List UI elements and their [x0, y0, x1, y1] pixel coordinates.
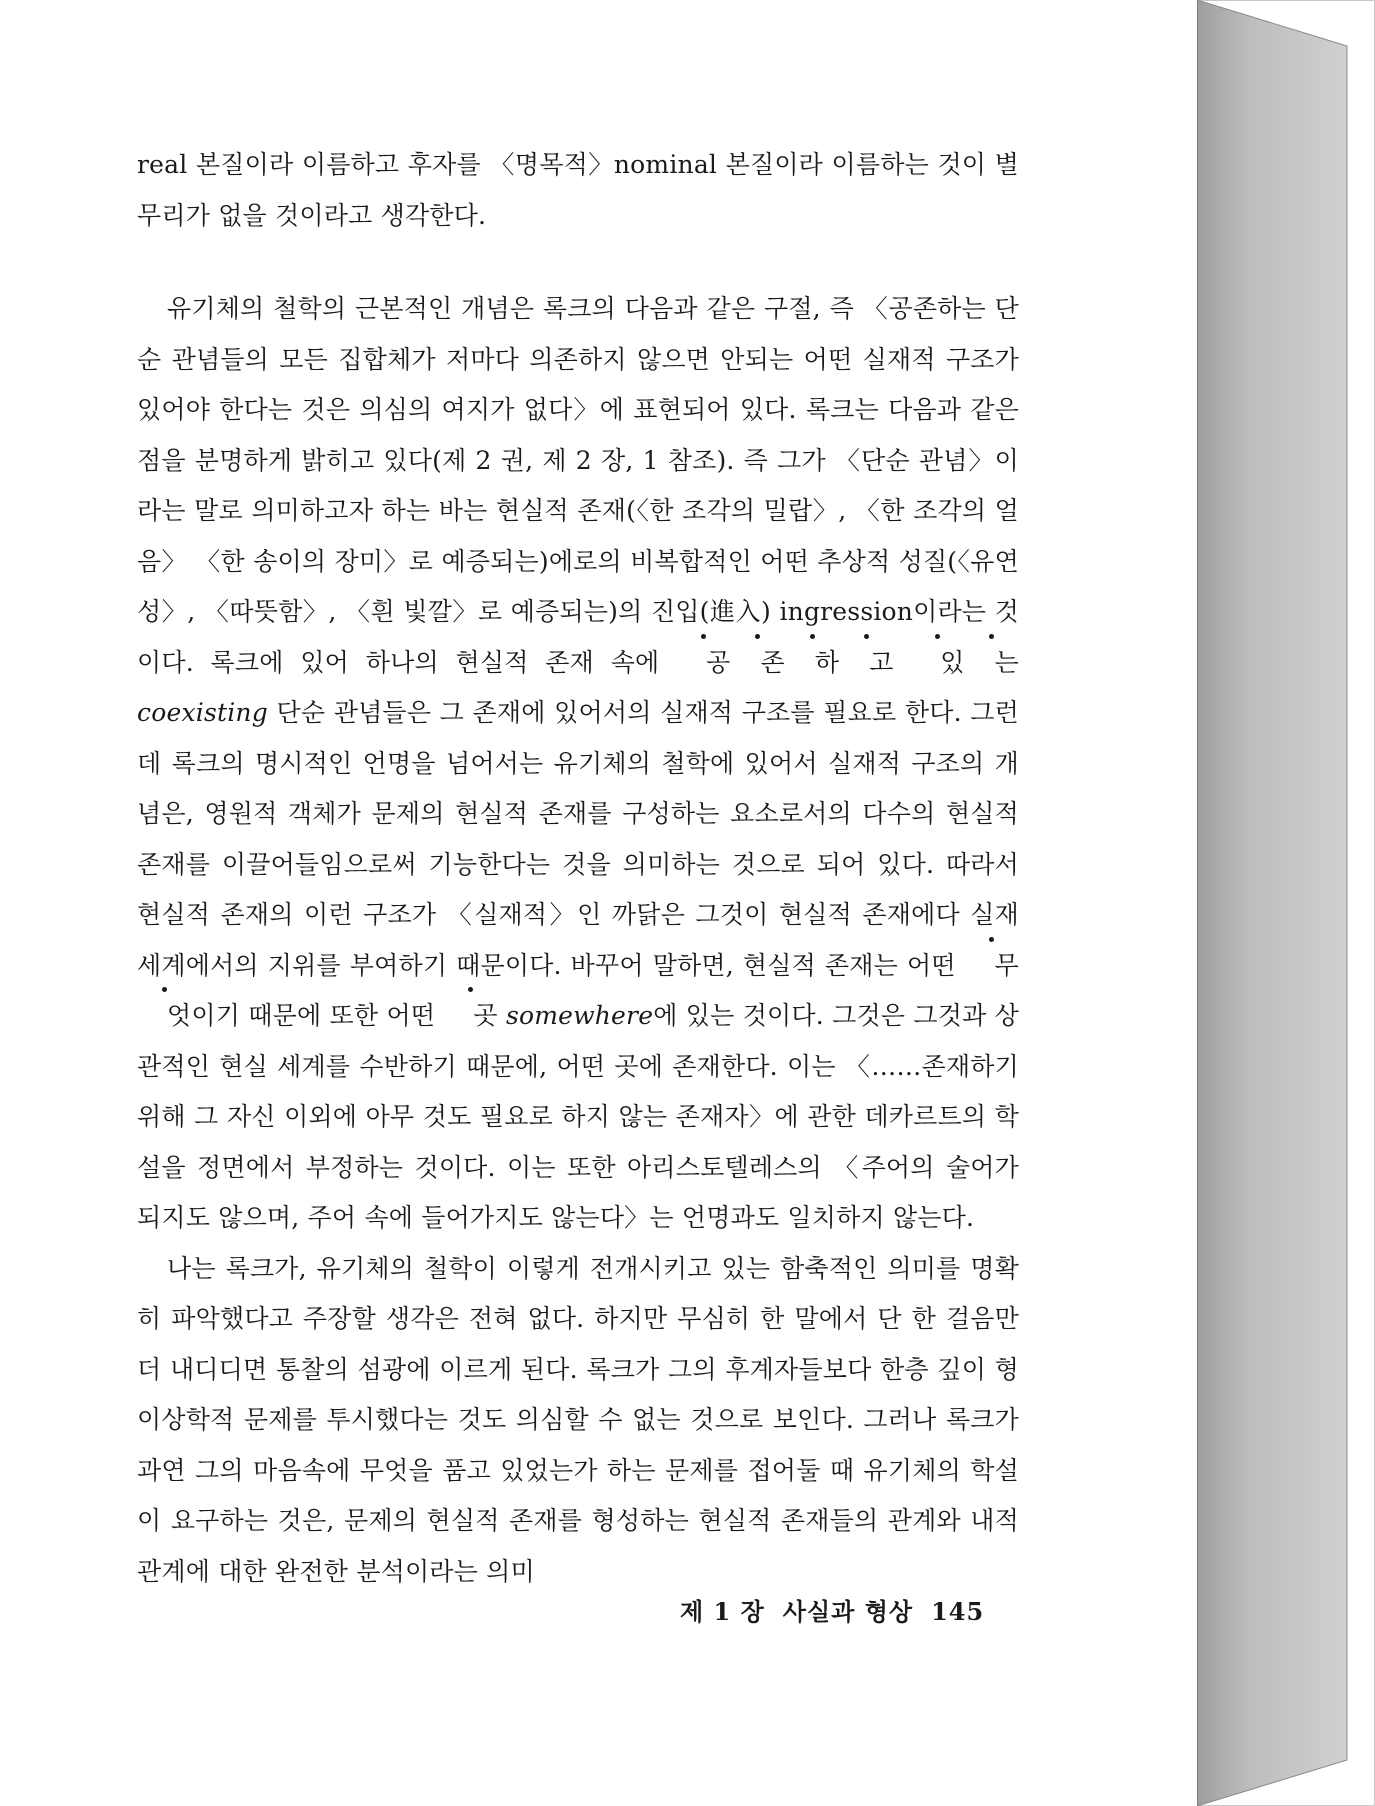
footer-title: 사실과 형상 [782, 1597, 914, 1626]
page-number: 145 [931, 1597, 985, 1626]
emphasis-dot-char: 하 [785, 638, 839, 689]
italic-coexisting: coexisting [137, 698, 268, 727]
emphasis-dot-char: 엇 [137, 991, 191, 1042]
paragraph-gap [137, 241, 1019, 284]
italic-somewhere: somewhere [505, 1001, 654, 1030]
emphasis-dot-char: 존 [730, 638, 784, 689]
continuation-paragraph: real 본질이라 이름하고 후자를 〈명목적〉nominal 본질이라 이름하는 것이 별 무리가 없을 것이라고 생각한다. [137, 150, 1019, 230]
paragraph-1 [137, 284, 1019, 1244]
page-footer [680, 1592, 1002, 1627]
emphasis-dot-char: 공 [676, 638, 730, 689]
paragraph-1-part-2: 단순 관념들은 그 존재에 있어서의 실재적 구조를 필요로 한다. 그런데 록크의 명시적인 언명을 넘어서는 유기체의 철학에 있어서 실재적 구조의 개념은, 영원적 객체가 문제의 현실적 존재를 구성하는 요소로서의 다수의 현실적 존재를 이끌어들임으로써 기능한다는 것을 의미하는 것으로 되어 있다. 따라서 현실적 존재의 이런 구조가 〈실재적〉인 까닭은 그것이 현실적 존재에다 실재 세계에서의 지위를 부여하기 때문이다. 바꾸어 말하면, 현실적 존재는 어떤 [137, 698, 1019, 980]
footer-chapter: 제 1 장 [680, 1597, 765, 1626]
paragraph-1-part-3: 이기 때문에 또한 어떤 [191, 1001, 444, 1030]
paragraph-1-part-1: 유기체의 철학의 근본적인 개념은 록크의 다음과 같은 구절, 즉 〈공존하는 단순 관념들의 모든 집합체가 저마다 의존하지 않으면 안되는 어떤 실재적 구조가 있어야 한다는 것은 의심의 여지가 없다〉에 표현되어 있다. 록크는 다음과 같은 점을 분명하게 밝히고 있다(제 2 권, 제 2 장, 1 참조). 즉 그가 〈단순 관념〉이라는 말로 의미하고자 하는 바는 현실적 존재(〈한 조각의 밀랍〉, 〈한 조각의 얼음〉 〈한 송이의 장미〉로 예증되는)에로의 비복합적인 어떤 추상적 성질(〈유연성〉, 〈따뜻함〉, 〈흰 빛깔〉로 예증되는)의 진입(進入) ingression이라는 것이다. 록크에 있어 하나의 현실적 존재 속에 [137, 294, 1019, 677]
body-text [137, 140, 1019, 1597]
paragraph-1-part-4: 에 있는 것이다. 그것은 그것과 상관적인 현실 세계를 수반하기 때문에, 어떤 곳에 존재한다. 이는 〈……존재하기 위해 그 자신 이외에 아무 것도 필요로 하지 않는 존재자〉에 관한 데카르트의 학설을 정면에서 부정하는 것이다. 이는 또한 아리스토텔레스의 〈주어의 술어가 되지도 않으며, 주어 속에 들어가지도 않는다〉는 언명과도 일치하지 않는다. [137, 1001, 1019, 1232]
spine-face [1197, 0, 1347, 1806]
paragraph-2: 나는 록크가, 유기체의 철학이 이렇게 전개시키고 있는 함축적인 의미를 명확히 파악했다고 주장할 생각은 전혀 없다. 하지만 무심히 한 말에서 단 한 걸음만 더 내디디면 통찰의 섬광에 이르게 된다. 록크가 그의 후계자들보다 한층 깊이 형이상학적 문제를 투시했다는 것도 의심할 수 없는 것으로 보인다. 그러나 록크가 과연 그의 마음속에 무엇을 품고 있었는가 하는 문제를 접어둘 때 유기체의 학설이 요구하는 것은, 문제의 현실적 존재를 형성하는 현실적 존재들의 관계와 내적 관계에 대한 완전한 분석이라는 의미 [137, 1253, 1019, 1586]
emphasized-coexisting [676, 648, 1019, 677]
emphasis-dot-char: 는 [965, 638, 1019, 689]
emphasis-dot-char: 있 [910, 638, 964, 689]
emphasized-where [443, 1001, 497, 1030]
emphasis-dot-char: 고 [839, 638, 893, 689]
emphasis-dot-char: 무 [965, 941, 1019, 992]
book-spine [1197, 0, 1375, 1806]
emphasis-dot-char: 곳 [443, 991, 497, 1042]
